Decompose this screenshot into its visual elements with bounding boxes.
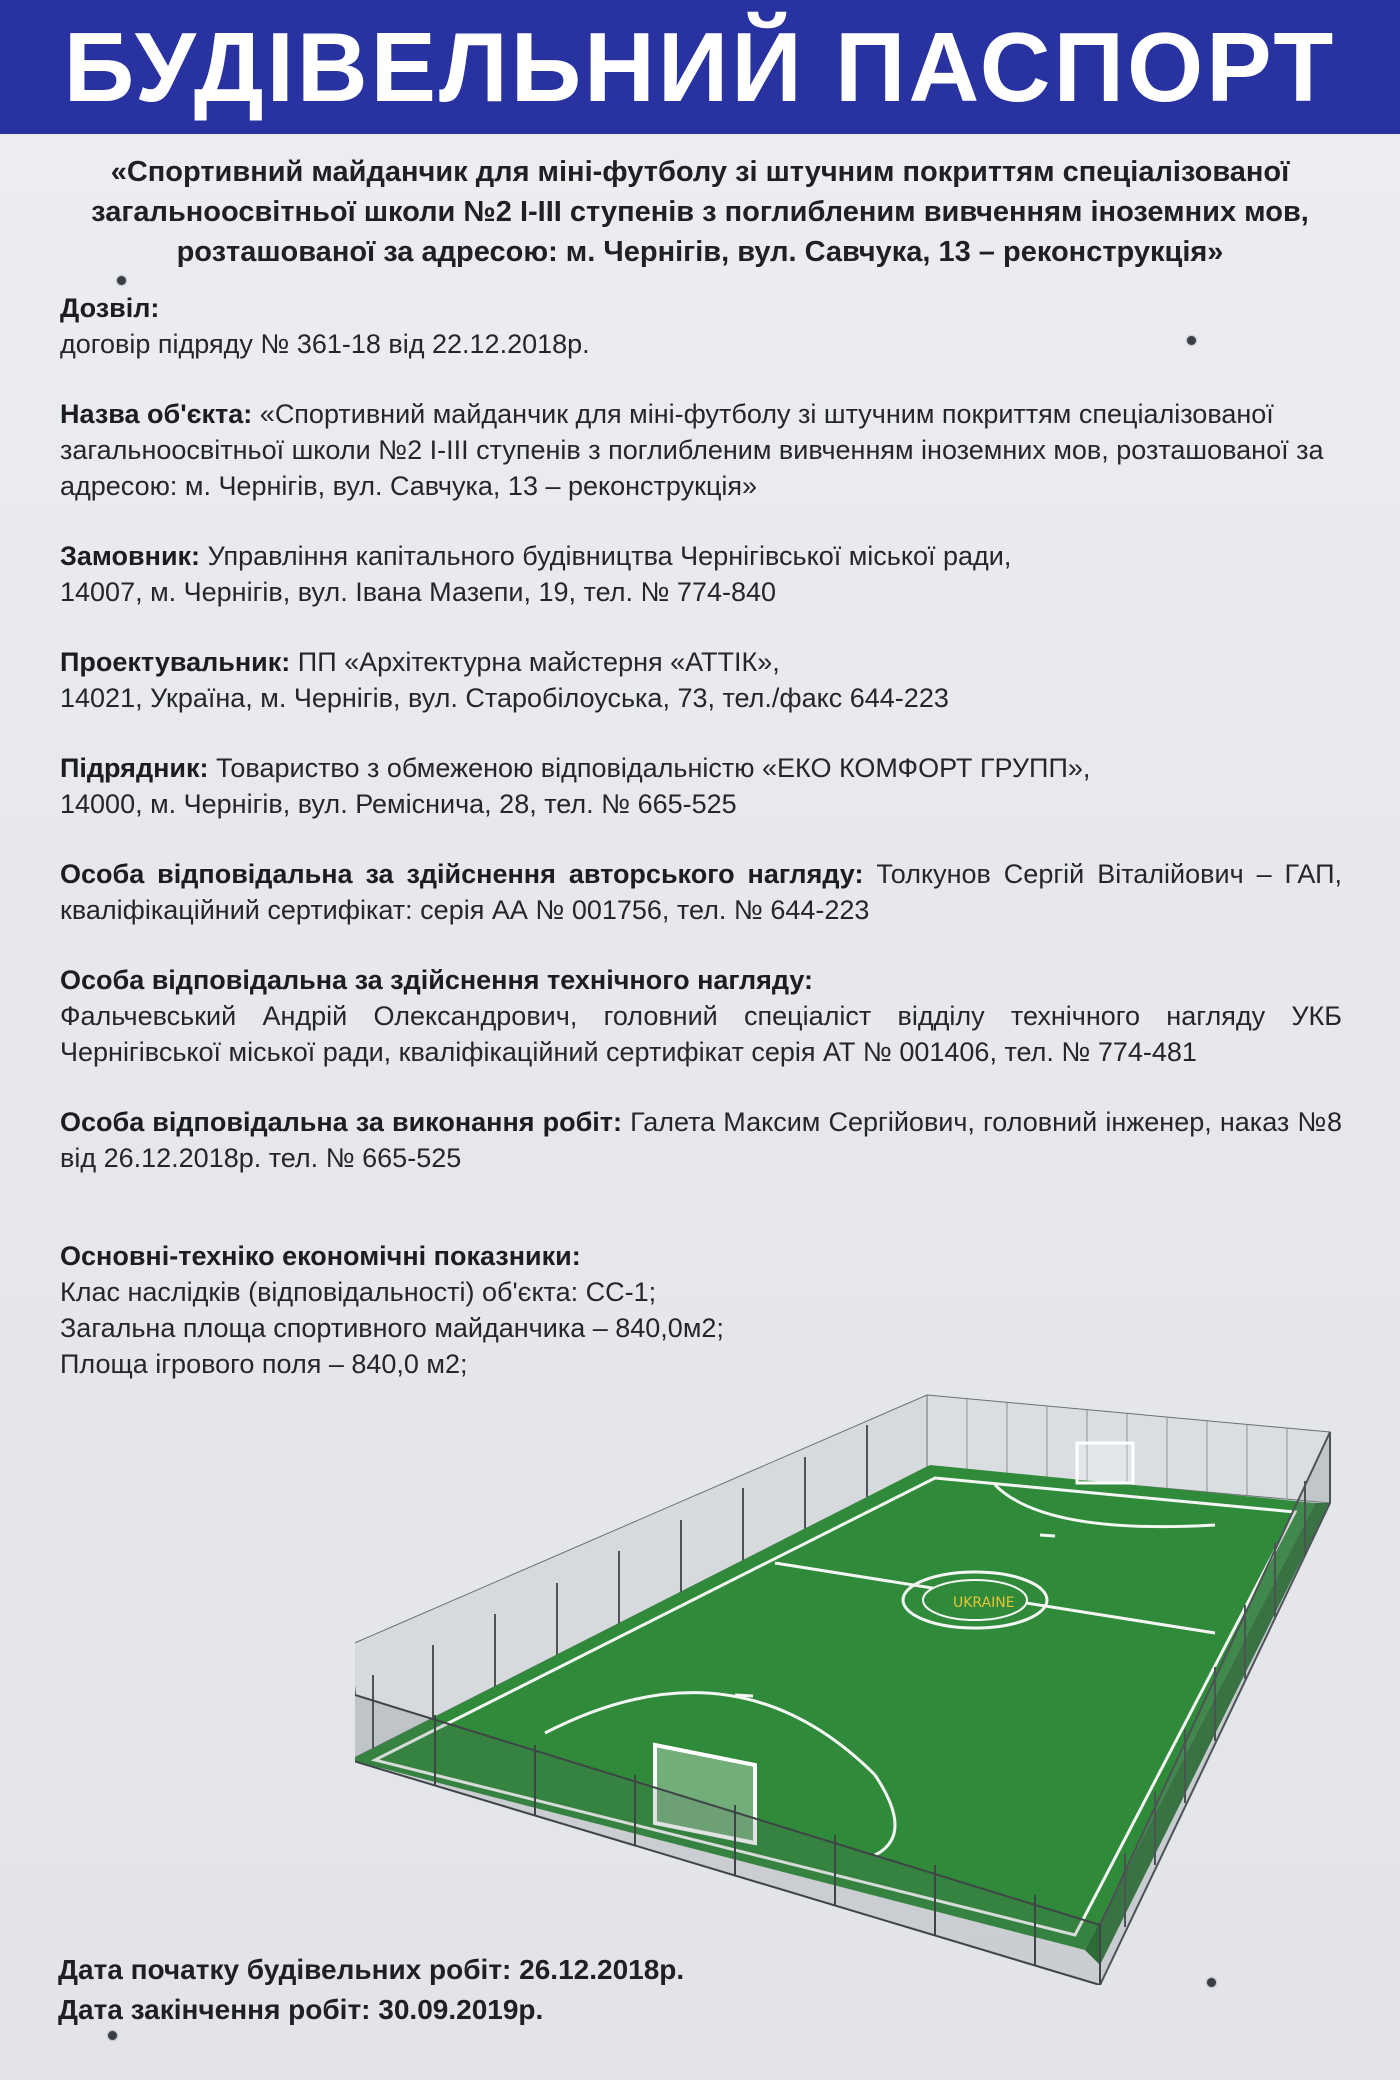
works-responsible-text: Галета Максим Сергійович, головний інженер, наказ №8 від 26.12.2018р. тел. № 665-525 [60,1107,1342,1173]
customer-label: Замовник: [60,541,201,571]
object-text: «Спортивний майданчик для міні-футболу зі штучним покриттям спеціалізованої загальноосвітньої школи №2 І-ІІІ ступенів з поглибленим вивченням іноземних мов, розташованої за адресою: м. Чернігів, вул. Савчука, 13 – реконструкція» [60,399,1324,501]
indicator-item: Загальна площа спортивного майданчика – 840,0м2; [60,1313,724,1343]
technical-supervision-text: Фальчевський Андрій Олександрович, головний спеціаліст відділу технічного нагляду УКБ Чернігівської міської ради, кваліфікаційний сертифікат серія АТ № 001406, тел. № 774-481 [60,1001,1342,1067]
passport-details [60,290,1342,1416]
technical-supervision-label: Особа відповідальна за здійснення технічного нагляду: [60,965,814,995]
contractor-section [60,750,1342,822]
indicators-label: Основні-техніко економічні показники: [60,1241,581,1271]
designer-text: ПП «Архітектурна майстерня «АТТІК», [297,647,780,677]
author-supervision-label: Особа відповідальна за здійснення авторського нагляду: [60,859,864,889]
subtitle-line: загальноосвітньої школи №2 І-ІІІ ступенів з поглибленим вивченням іноземних мов, [91,196,1309,228]
permit-text: договір підряду № 361-18 від 22.12.2018р. [60,329,590,359]
screw-icon [1187,336,1196,345]
indicator-item: Площа ігрового поля – 840,0 м2; [60,1349,468,1379]
start-date: Дата початку будівельних робіт: 26.12.2018р. [58,1954,685,1985]
customer-address: 14007, м. Чернігів, вул. Івана Мазепи, 19, тел. № 774-840 [60,577,777,607]
customer-section [60,538,1342,610]
designer-address: 14021, Україна, м. Чернігів, вул. Старобілоуська, 73, тел./факс 644-223 [60,683,949,713]
works-responsible-section [60,1104,1342,1176]
contractor-text: Товариство з обмеженою відповідальністю «ЕКО КОМФОРТ ГРУПП», [216,753,1091,783]
indicators-section [60,1238,1342,1382]
author-supervision-text: Толкунов Сергій Віталійович – ГАП, кваліфікаційний сертифікат: серія АА № 001756, тел. № 644-223 [60,859,1342,925]
ukraine-emblem [923,1580,1027,1620]
permit-label: Дозвіл: [60,293,160,323]
technical-supervision-section [60,962,1342,1070]
field-illustration [355,1385,1355,1985]
designer-label: Проектувальник: [60,647,291,677]
far-goal [1077,1443,1133,1483]
object-section [60,396,1342,504]
object-label: Назва об'єкта: [60,399,253,429]
screw-icon [117,276,126,285]
designer-section [60,644,1342,716]
emblem-text: UKRAINE [953,1595,1015,1611]
construction-dates [58,1950,684,2030]
customer-text: Управління капітального будівництва Чернігівської міської ради, [207,541,1012,571]
page-title: БУДІВЕЛЬНИЙ ПАСПОРТ [63,12,1337,122]
works-responsible-label: Особа відповідальна за виконання робіт: [60,1107,622,1137]
end-date: Дата закінчення робіт: 30.09.2019р. [58,1994,544,2025]
field-render [355,1385,1355,1985]
screw-icon [1207,1978,1216,1987]
subtitle-line: «Спортивний майданчик для міні-футболу зі штучним покриттям спеціалізованої [110,156,1290,188]
subtitle-line: розташованої за адресою: м. Чернігів, вул. Савчука, 13 – реконструкція» [176,236,1224,268]
contractor-label: Підрядник: [60,753,209,783]
contractor-address: 14000, м. Чернігів, вул. Реміснича, 28, тел. № 665-525 [60,789,737,819]
screw-icon [108,2031,117,2040]
project-subtitle [40,152,1360,272]
author-supervision-section [60,856,1342,928]
title-banner [0,0,1400,134]
indicator-item: Клас наслідків (відповідальності) об'єкта: СС-1; [60,1277,657,1307]
permit-section [60,290,1342,362]
